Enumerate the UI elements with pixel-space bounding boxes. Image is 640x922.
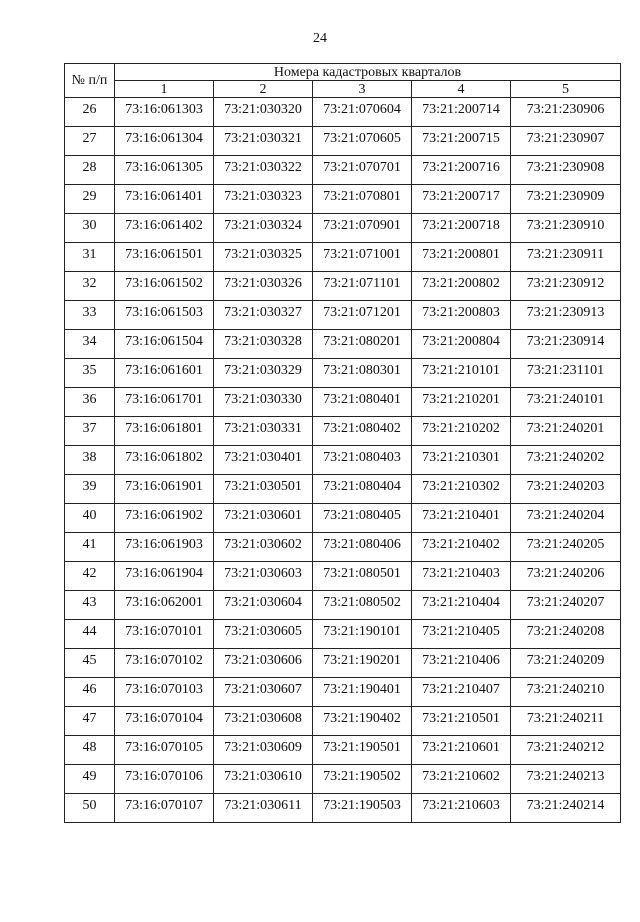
- cadastral-number-cell: 73:21:240205: [511, 533, 621, 562]
- row-number-cell: 44: [65, 620, 115, 649]
- row-number-cell: 48: [65, 736, 115, 765]
- cadastral-number-cell: 73:21:210201: [412, 388, 511, 417]
- cadastral-number-cell: 73:21:240206: [511, 562, 621, 591]
- cadastral-number-cell: 73:16:061901: [115, 475, 214, 504]
- cadastral-number-cell: 73:21:030607: [214, 678, 313, 707]
- cadastral-number-cell: 73:21:200802: [412, 272, 511, 301]
- cadastral-number-cell: 73:21:030327: [214, 301, 313, 330]
- cadastral-number-cell: 73:21:080402: [313, 417, 412, 446]
- cadastral-number-cell: 73:21:240203: [511, 475, 621, 504]
- cadastral-number-cell: 73:16:061801: [115, 417, 214, 446]
- cadastral-number-cell: 73:21:030326: [214, 272, 313, 301]
- cadastral-number-cell: 73:21:210602: [412, 765, 511, 794]
- cadastral-number-cell: 73:16:061303: [115, 98, 214, 127]
- column-number-header: 5: [511, 81, 621, 98]
- cadastral-number-cell: 73:21:030610: [214, 765, 313, 794]
- cadastral-number-cell: 73:16:061402: [115, 214, 214, 243]
- table-row: [65, 243, 621, 272]
- table-row: [65, 736, 621, 765]
- table-row: [65, 214, 621, 243]
- cadastral-number-cell: 73:21:190401: [313, 678, 412, 707]
- cadastral-number-cell: 73:16:061503: [115, 301, 214, 330]
- column-number-header: 2: [214, 81, 313, 98]
- cadastral-number-cell: 73:16:061701: [115, 388, 214, 417]
- cadastral-number-cell: 73:21:210406: [412, 649, 511, 678]
- cadastral-number-cell: 73:21:030322: [214, 156, 313, 185]
- table-row: [65, 417, 621, 446]
- cadastral-number-cell: 73:21:030329: [214, 359, 313, 388]
- row-number-cell: 42: [65, 562, 115, 591]
- cadastral-number-cell: 73:16:061401: [115, 185, 214, 214]
- cadastral-number-cell: 73:21:230914: [511, 330, 621, 359]
- page-number: 24: [313, 31, 327, 46]
- cadastral-number-cell: 73:21:230912: [511, 272, 621, 301]
- cadastral-number-cell: 73:21:240211: [511, 707, 621, 736]
- row-number-cell: 36: [65, 388, 115, 417]
- cadastral-number-cell: 73:21:030331: [214, 417, 313, 446]
- table-row: [65, 620, 621, 649]
- cadastral-number-cell: 73:21:200803: [412, 301, 511, 330]
- cadastral-number-cell: 73:21:190502: [313, 765, 412, 794]
- cadastral-number-cell: 73:21:080403: [313, 446, 412, 475]
- cadastral-number-cell: 73:21:200717: [412, 185, 511, 214]
- row-number-cell: 34: [65, 330, 115, 359]
- row-number-cell: 29: [65, 185, 115, 214]
- cadastral-number-cell: 73:16:061502: [115, 272, 214, 301]
- cadastral-number-cell: 73:21:240201: [511, 417, 621, 446]
- cadastral-number-cell: 73:21:030320: [214, 98, 313, 127]
- cadastral-number-cell: 73:21:030325: [214, 243, 313, 272]
- table-row: [65, 562, 621, 591]
- cadastral-number-cell: 73:21:071201: [313, 301, 412, 330]
- cadastral-number-cell: 73:16:070104: [115, 707, 214, 736]
- cadastral-number-cell: 73:21:030501: [214, 475, 313, 504]
- row-number-cell: 41: [65, 533, 115, 562]
- cadastral-number-cell: 73:21:080301: [313, 359, 412, 388]
- cadastral-number-cell: 73:21:080406: [313, 533, 412, 562]
- cadastral-number-cell: 73:21:030401: [214, 446, 313, 475]
- cadastral-number-cell: 73:16:070102: [115, 649, 214, 678]
- table-row: [65, 127, 621, 156]
- cadastral-number-cell: 73:21:030602: [214, 533, 313, 562]
- cadastral-number-cell: 73:21:240212: [511, 736, 621, 765]
- cadastral-quarters-table: [64, 63, 621, 823]
- cadastral-number-cell: 73:21:030330: [214, 388, 313, 417]
- cadastral-number-cell: 73:16:061504: [115, 330, 214, 359]
- cadastral-number-cell: 73:21:080405: [313, 504, 412, 533]
- table-row: [65, 388, 621, 417]
- row-number-header: № п/п: [65, 64, 115, 98]
- cadastral-number-cell: 73:21:240101: [511, 388, 621, 417]
- cadastral-number-cell: 73:16:070101: [115, 620, 214, 649]
- table-row: [65, 156, 621, 185]
- table-row: [65, 98, 621, 127]
- table-row: [65, 707, 621, 736]
- cadastral-number-cell: 73:21:240209: [511, 649, 621, 678]
- cadastral-number-cell: 73:21:070901: [313, 214, 412, 243]
- cadastral-number-cell: 73:21:240214: [511, 794, 621, 823]
- cadastral-number-cell: 73:16:061902: [115, 504, 214, 533]
- row-number-cell: 49: [65, 765, 115, 794]
- cadastral-number-cell: 73:21:071001: [313, 243, 412, 272]
- row-number-cell: 46: [65, 678, 115, 707]
- cadastral-number-cell: 73:21:210405: [412, 620, 511, 649]
- row-number-cell: 38: [65, 446, 115, 475]
- row-number-cell: 35: [65, 359, 115, 388]
- cadastral-number-cell: 73:21:190402: [313, 707, 412, 736]
- cadastral-number-cell: 73:21:240208: [511, 620, 621, 649]
- cadastral-number-cell: 73:21:210601: [412, 736, 511, 765]
- cadastral-number-cell: 73:21:210404: [412, 591, 511, 620]
- cadastral-number-cell: 73:21:030609: [214, 736, 313, 765]
- column-number-header: 1: [115, 81, 214, 98]
- cadastral-number-cell: 73:21:080502: [313, 591, 412, 620]
- table-row: [65, 765, 621, 794]
- row-number-cell: 47: [65, 707, 115, 736]
- cadastral-number-cell: 73:16:070105: [115, 736, 214, 765]
- row-number-cell: 40: [65, 504, 115, 533]
- cadastral-number-cell: 73:21:030321: [214, 127, 313, 156]
- cadastral-number-cell: 73:21:210401: [412, 504, 511, 533]
- table-row: [65, 272, 621, 301]
- cadastral-number-cell: 73:21:230907: [511, 127, 621, 156]
- cadastral-number-cell: 73:21:200716: [412, 156, 511, 185]
- row-number-cell: 27: [65, 127, 115, 156]
- cadastral-number-cell: 73:21:190501: [313, 736, 412, 765]
- table-row: [65, 678, 621, 707]
- cadastral-number-cell: 73:21:210407: [412, 678, 511, 707]
- cadastral-number-cell: 73:21:231101: [511, 359, 621, 388]
- group-header: Номера кадастровых кварталов: [115, 64, 621, 81]
- column-number-header: 4: [412, 81, 511, 98]
- cadastral-number-cell: 73:21:200718: [412, 214, 511, 243]
- cadastral-number-cell: 73:21:080401: [313, 388, 412, 417]
- cadastral-number-cell: 73:21:190101: [313, 620, 412, 649]
- cadastral-number-cell: 73:21:210302: [412, 475, 511, 504]
- cadastral-number-cell: 73:16:070103: [115, 678, 214, 707]
- cadastral-number-cell: 73:21:030601: [214, 504, 313, 533]
- row-number-cell: 28: [65, 156, 115, 185]
- cadastral-number-cell: 73:21:080501: [313, 562, 412, 591]
- cadastral-number-cell: 73:21:210603: [412, 794, 511, 823]
- cadastral-number-cell: 73:21:080201: [313, 330, 412, 359]
- cadastral-number-cell: 73:16:061304: [115, 127, 214, 156]
- cadastral-number-cell: 73:21:200804: [412, 330, 511, 359]
- cadastral-number-cell: 73:21:240210: [511, 678, 621, 707]
- cadastral-number-cell: 73:16:061305: [115, 156, 214, 185]
- row-number-cell: 50: [65, 794, 115, 823]
- cadastral-number-cell: 73:21:030604: [214, 591, 313, 620]
- table-row: [65, 446, 621, 475]
- cadastral-number-cell: 73:21:080404: [313, 475, 412, 504]
- cadastral-number-cell: 73:21:030323: [214, 185, 313, 214]
- row-number-cell: 45: [65, 649, 115, 678]
- cadastral-number-cell: 73:16:061904: [115, 562, 214, 591]
- cadastral-number-cell: 73:21:210402: [412, 533, 511, 562]
- cadastral-number-cell: 73:16:070106: [115, 765, 214, 794]
- cadastral-number-cell: 73:21:230908: [511, 156, 621, 185]
- cadastral-number-cell: 73:21:240204: [511, 504, 621, 533]
- row-number-cell: 37: [65, 417, 115, 446]
- cadastral-number-cell: 73:21:200715: [412, 127, 511, 156]
- cadastral-number-cell: 73:21:190201: [313, 649, 412, 678]
- cadastral-number-cell: 73:16:061601: [115, 359, 214, 388]
- cadastral-number-cell: 73:21:030324: [214, 214, 313, 243]
- cadastral-number-cell: 73:21:210301: [412, 446, 511, 475]
- table-row: [65, 330, 621, 359]
- column-number-header: 3: [313, 81, 412, 98]
- table-row: [65, 591, 621, 620]
- row-number-cell: 43: [65, 591, 115, 620]
- row-number-cell: 32: [65, 272, 115, 301]
- table-row: [65, 504, 621, 533]
- cadastral-number-cell: 73:21:030603: [214, 562, 313, 591]
- row-number-cell: 39: [65, 475, 115, 504]
- row-number-cell: 30: [65, 214, 115, 243]
- cadastral-number-cell: 73:21:240213: [511, 765, 621, 794]
- cadastral-number-cell: 73:21:240202: [511, 446, 621, 475]
- cadastral-number-cell: 73:21:200714: [412, 98, 511, 127]
- cadastral-number-cell: 73:16:062001: [115, 591, 214, 620]
- cadastral-number-cell: 73:21:210101: [412, 359, 511, 388]
- table-row: [65, 185, 621, 214]
- table-row: [65, 359, 621, 388]
- table-row: [65, 475, 621, 504]
- cadastral-number-cell: 73:21:230910: [511, 214, 621, 243]
- table-row: [65, 301, 621, 330]
- cadastral-number-cell: 73:21:210501: [412, 707, 511, 736]
- cadastral-number-cell: 73:21:200801: [412, 243, 511, 272]
- cadastral-number-cell: 73:16:070107: [115, 794, 214, 823]
- cadastral-number-cell: 73:21:190503: [313, 794, 412, 823]
- cadastral-number-cell: 73:21:030611: [214, 794, 313, 823]
- row-number-cell: 26: [65, 98, 115, 127]
- cadastral-number-cell: 73:21:070801: [313, 185, 412, 214]
- table-row: [65, 649, 621, 678]
- cadastral-number-cell: 73:21:230911: [511, 243, 621, 272]
- cadastral-number-cell: 73:16:061501: [115, 243, 214, 272]
- cadastral-number-cell: 73:21:070605: [313, 127, 412, 156]
- row-number-cell: 31: [65, 243, 115, 272]
- cadastral-number-cell: 73:21:030605: [214, 620, 313, 649]
- cadastral-number-cell: 73:21:230906: [511, 98, 621, 127]
- cadastral-number-cell: 73:21:030328: [214, 330, 313, 359]
- cadastral-number-cell: 73:21:230913: [511, 301, 621, 330]
- cadastral-number-cell: 73:21:210202: [412, 417, 511, 446]
- cadastral-number-cell: 73:21:030606: [214, 649, 313, 678]
- cadastral-number-cell: 73:21:070604: [313, 98, 412, 127]
- cadastral-number-cell: 73:21:240207: [511, 591, 621, 620]
- table-row: [65, 533, 621, 562]
- row-number-cell: 33: [65, 301, 115, 330]
- cadastral-number-cell: 73:16:061903: [115, 533, 214, 562]
- cadastral-number-cell: 73:21:070701: [313, 156, 412, 185]
- cadastral-number-cell: 73:16:061802: [115, 446, 214, 475]
- cadastral-number-cell: 73:21:071101: [313, 272, 412, 301]
- cadastral-number-cell: 73:21:030608: [214, 707, 313, 736]
- cadastral-number-cell: 73:21:230909: [511, 185, 621, 214]
- table-row: [65, 794, 621, 823]
- cadastral-number-cell: 73:21:210403: [412, 562, 511, 591]
